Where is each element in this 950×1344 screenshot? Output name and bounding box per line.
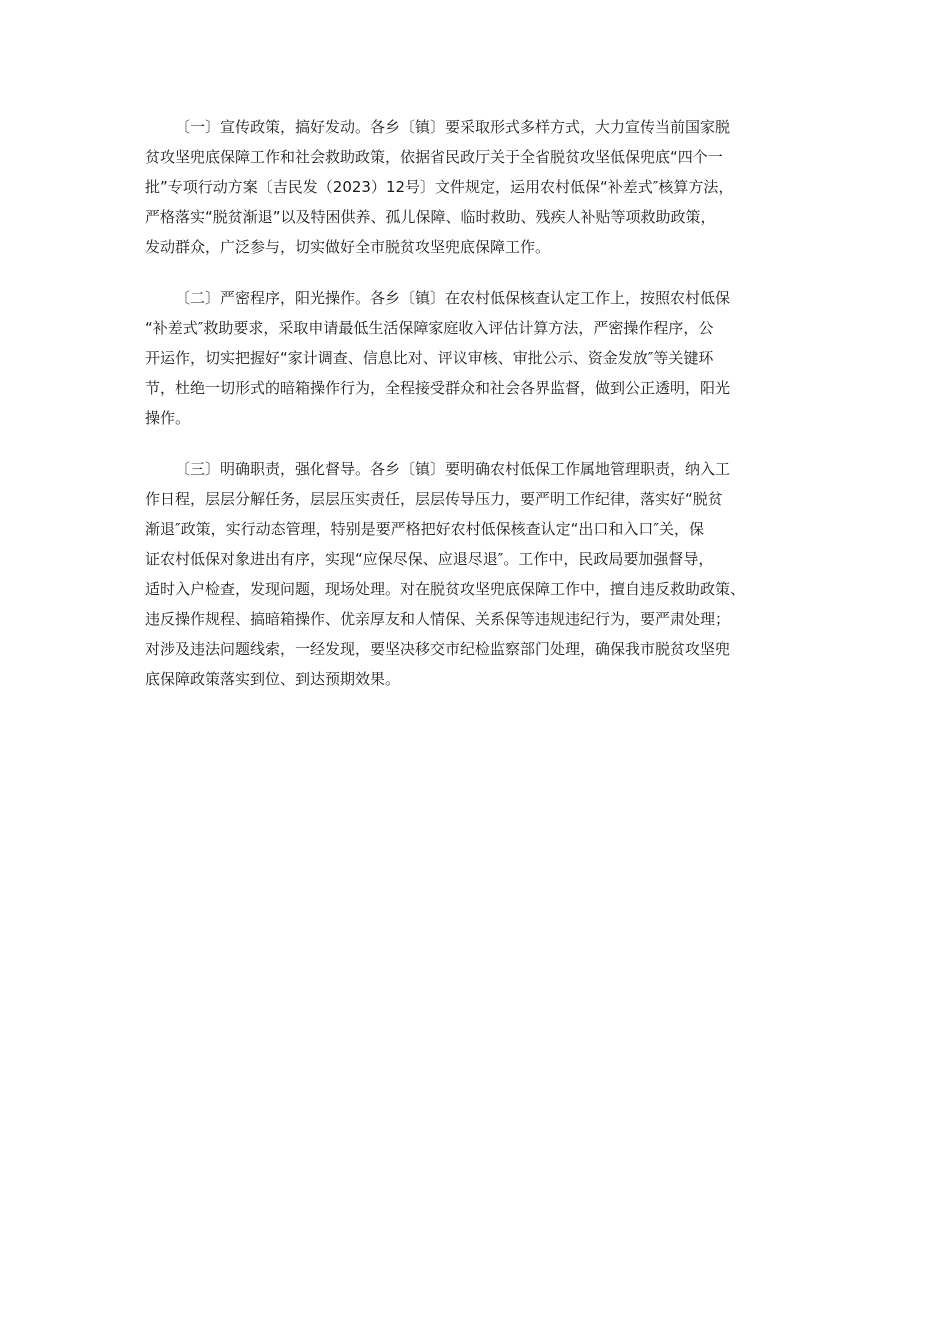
paragraph-line: 〔三〕明确职责，强化督导。各乡〔镇〕要明确农村低保工作属地管理职责，纳入工 — [175, 460, 731, 478]
paragraph-line: 节，杜绝一切形式的暗箱操作行为，全程接受群众和社会各界监督，做到公正透明，阳光 — [145, 379, 731, 397]
paragraph-line: 开运作，切实把握好“家计调查、信息比对、评议审核、审批公示、资金发放″等关键环 — [145, 349, 714, 367]
paragraph-line: 贫攻坚兜底保障工作和社会救助政策，依据省民政厅关于全省脱贫攻坚低保兜底“四个一 — [145, 148, 723, 166]
paragraph-line: 批”专项行动方案〔吉民发（2023）12号〕文件规定，运用农村低保“补差式″核算方法， — [145, 178, 734, 196]
paragraph-line: 违反操作规程、搞暗箱操作、优亲厚友和人情保、关系保等违规违纪行为，要严肃处理； — [145, 610, 731, 628]
paragraph-line: 底保障政策落实到位、到达预期效果。 — [145, 670, 401, 688]
paragraph-line: 操作。 — [145, 409, 191, 427]
paragraph-3 — [145, 454, 810, 694]
paragraph-line: 适时入户检查，发现问题，现场处理。对在脱贫攻坚兜底保障工作中，擅自违反救助政策、 — [145, 580, 746, 598]
paragraph-2 — [145, 283, 810, 433]
paragraph-1 — [145, 112, 810, 262]
paragraph-line: 证农村低保对象进出有序，实现“应保尽保、应退尽退″。工作中，民政局要加强督导， — [145, 550, 714, 568]
document-body — [145, 112, 810, 715]
paragraph-line: 严格落实“脱贫渐退”以及特困供养、孤儿保障、临时救助、残疾人补贴等项救助政策， — [145, 208, 716, 226]
paragraph-line: 作日程，层层分解任务，层层压实责任，层层传导压力，要严明工作纪律，落实好“脱贫 — [145, 490, 723, 508]
paragraph-line: 〔一〕宣传政策，搞好发动。各乡〔镇〕要采取形式多样方式，大力宣传当前国家脱 — [175, 118, 731, 136]
paragraph-line: 对涉及违法问题线索，一经发现，要坚决移交市纪检监察部门处理，确保我市脱贫攻坚兜 — [145, 640, 731, 658]
paragraph-line: 渐退″政策，实行动态管理，特别是要严格把好农村低保核查认定“出口和入口″关，保 — [145, 520, 704, 538]
paragraph-line: 发动群众，广泛参与，切实做好全市脱贫攻坚兜底保障工作。 — [145, 238, 551, 256]
paragraph-line: “补差式″救助要求，采取申请最低生活保障家庭收入评估计算方法，严密操作程序，公 — [145, 319, 714, 337]
paragraph-line: 〔二〕严密程序，阳光操作。各乡〔镇〕在农村低保核查认定工作上，按照农村低保 — [175, 289, 731, 307]
